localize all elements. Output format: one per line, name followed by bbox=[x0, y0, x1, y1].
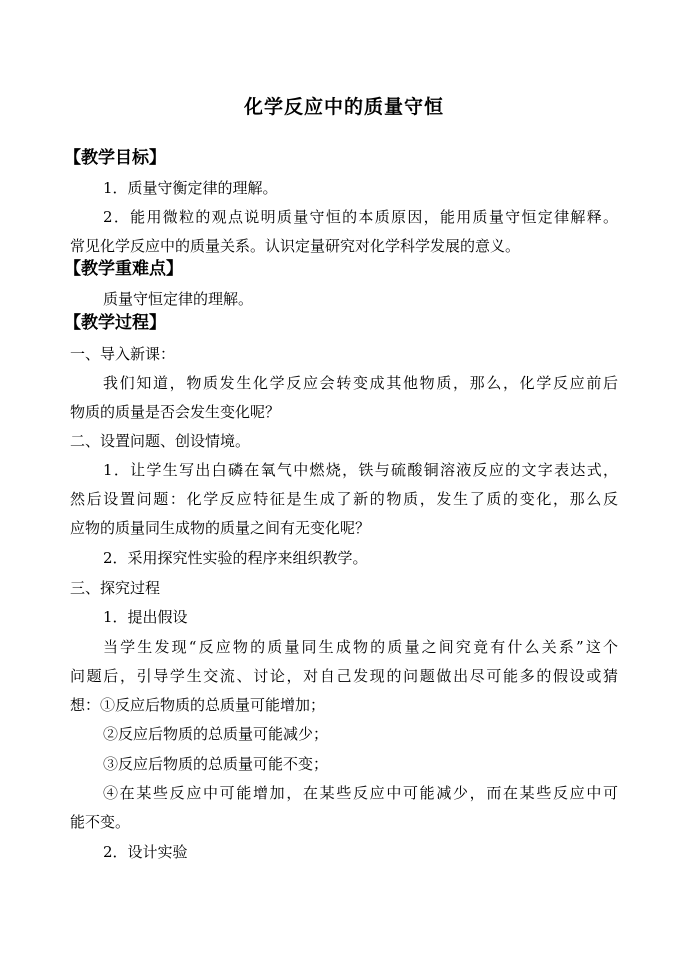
goal-1-text: 1．质量守衡定律的理解。 bbox=[103, 179, 278, 197]
step-2-para2: 2．采用探究性实验的程序来组织教学。 bbox=[103, 549, 368, 567]
key-points-text: 质量守恒定律的理解。 bbox=[103, 290, 254, 308]
section-heading-goals: 【教学目标】 bbox=[64, 148, 166, 168]
step-3-sub-heading-1: 1．提出假设 bbox=[103, 608, 188, 626]
hypothesis-2: ②反应后物质的总质量可能减少； bbox=[103, 725, 329, 743]
step-2-heading: 二、设置问题、创设情境。 bbox=[70, 432, 251, 450]
step-3-para1-line2: 问题后，引导学生交流、讨论，对自己发现的问题做出尽可能多的假设或猜 bbox=[70, 667, 618, 685]
hypothesis-3: ③反应后物质的总质量可能不变； bbox=[103, 755, 329, 773]
step-2-para1-line1: 1．让学生写出白磷在氧气中燃烧，铁与硫酸铜溶液反应的文字表达式， bbox=[103, 461, 618, 479]
section-heading-process: 【教学过程】 bbox=[64, 313, 166, 333]
goal-2-text-line1: 2．能用微粒的观点说明质量守恒的本质原因，能用质量守恒定律解释。 bbox=[103, 208, 618, 226]
step-3-para1-line1: 当学生发现“反应物的质量同生成物的质量之间究竟有什么关系”这个 bbox=[103, 638, 618, 656]
step-3-heading: 三、探究过程 bbox=[70, 579, 161, 597]
step-1-text-line2: 物质的质量是否会发生变化呢？ bbox=[70, 403, 281, 421]
step-2-para1-line2: 然后设置问题：化学反应特征是生成了新的物质，发生了质的变化，那么反 bbox=[70, 490, 618, 508]
step-3-para1-line3: 想：①反应后物质的总质量可能增加； bbox=[70, 696, 326, 714]
hypothesis-4-line1: ④在某些反应中可能增加，在某些反应中可能减少，而在某些反应中可 bbox=[103, 784, 618, 802]
step-1-heading: 一、导入新课： bbox=[70, 345, 176, 363]
goal-2-text-line2: 常见化学反应中的质量关系。认识定量研究对化学科学发展的意义。 bbox=[70, 237, 521, 255]
step-3-sub-heading-2: 2．设计实验 bbox=[103, 843, 188, 861]
step-2-para1-line3: 应物的质量同生成物的质量之间有无变化呢？ bbox=[70, 519, 371, 537]
section-heading-key-points: 【教学重难点】 bbox=[64, 259, 183, 279]
step-1-text-line1: 我们知道，物质发生化学反应会转变成其他物质，那么，化学反应前后 bbox=[103, 374, 618, 392]
document-title: 化学反应中的质量守恒 bbox=[243, 96, 444, 118]
hypothesis-4-line2: 能不变。 bbox=[70, 813, 131, 831]
